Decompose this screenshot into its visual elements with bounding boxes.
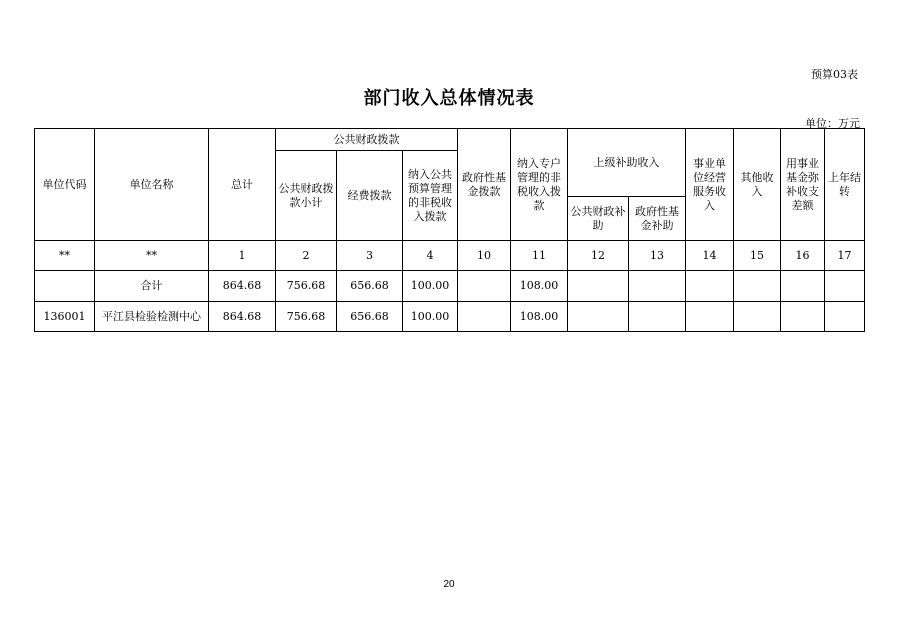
- index-cell: 2: [276, 241, 337, 271]
- cell-special-non-tax: 108.00: [511, 271, 568, 302]
- header-non-tax: 纳入公共预算管理的非税收入拨款: [403, 151, 458, 241]
- header-total: 总计: [209, 129, 276, 241]
- cell-code: 136001: [35, 302, 95, 332]
- index-cell: 16: [781, 241, 825, 271]
- header-carryover: 上年结转: [825, 129, 865, 241]
- unit-label: 单位：万元: [805, 117, 860, 130]
- index-cell: 10: [458, 241, 511, 271]
- header-fund-balance: 用事业基金弥补收支差额: [781, 129, 825, 241]
- cell-fund-balance: [781, 271, 825, 302]
- header-gov-fund: 政府性基金拨款: [458, 129, 511, 241]
- header-business-income: 事业单位经营服务收入: [686, 129, 734, 241]
- header-unit-code: 单位代码: [35, 129, 95, 241]
- index-cell: 15: [734, 241, 781, 271]
- cell-fund-balance: [781, 302, 825, 332]
- page-number: 20: [443, 579, 455, 590]
- cell-pf-subtotal: 756.68: [276, 271, 337, 302]
- index-cell: 11: [511, 241, 568, 271]
- index-cell: 14: [686, 241, 734, 271]
- index-cell: **: [35, 241, 95, 271]
- cell-carryover: [825, 302, 865, 332]
- cell-hs-public-finance: [568, 302, 629, 332]
- table-row: [35, 302, 865, 332]
- cell-name: 平江县检验检测中心: [95, 302, 209, 332]
- cell-other-income: [734, 302, 781, 332]
- cell-non-tax: 100.00: [403, 302, 458, 332]
- index-cell: 12: [568, 241, 629, 271]
- index-cell: 1: [209, 241, 276, 271]
- index-cell: 17: [825, 241, 865, 271]
- header-special-non-tax: 纳入专户管理的非税收入拨款: [511, 129, 568, 241]
- cell-pf-subtotal: 756.68: [276, 302, 337, 332]
- header-unit-name: 单位名称: [95, 129, 209, 241]
- index-row: [35, 241, 865, 271]
- header-hs-public-finance: 公共财政补助: [568, 197, 629, 241]
- header-public-finance: 公共财政拨款: [276, 129, 458, 151]
- cell-name: 合计: [95, 271, 209, 302]
- header-row-1: [35, 129, 865, 151]
- form-number: 预算03表: [811, 68, 858, 81]
- cell-funding: 656.68: [337, 302, 403, 332]
- cell-total: 864.68: [209, 302, 276, 332]
- header-hs-gov-fund: 政府性基金补助: [629, 197, 686, 241]
- cell-code: [35, 271, 95, 302]
- header-funding: 经费拨款: [337, 151, 403, 241]
- cell-business-income: [686, 271, 734, 302]
- cell-gov-fund: [458, 302, 511, 332]
- cell-hs-gov-fund: [629, 302, 686, 332]
- cell-gov-fund: [458, 271, 511, 302]
- header-higher-subsidy: 上级补助收入: [568, 129, 686, 197]
- header-other-income: 其他收入: [734, 129, 781, 241]
- index-cell: **: [95, 241, 209, 271]
- cell-non-tax: 100.00: [403, 271, 458, 302]
- cell-other-income: [734, 271, 781, 302]
- income-summary-table: [34, 128, 865, 332]
- table-row-total: [35, 271, 865, 302]
- cell-hs-gov-fund: [629, 271, 686, 302]
- cell-business-income: [686, 302, 734, 332]
- index-cell: 13: [629, 241, 686, 271]
- index-cell: 4: [403, 241, 458, 271]
- page-title: 部门收入总体情况表: [363, 88, 535, 109]
- cell-hs-public-finance: [568, 271, 629, 302]
- cell-carryover: [825, 271, 865, 302]
- cell-funding: 656.68: [337, 271, 403, 302]
- cell-total: 864.68: [209, 271, 276, 302]
- cell-special-non-tax: 108.00: [511, 302, 568, 332]
- header-pf-subtotal: 公共财政拨款小计: [276, 151, 337, 241]
- index-cell: 3: [337, 241, 403, 271]
